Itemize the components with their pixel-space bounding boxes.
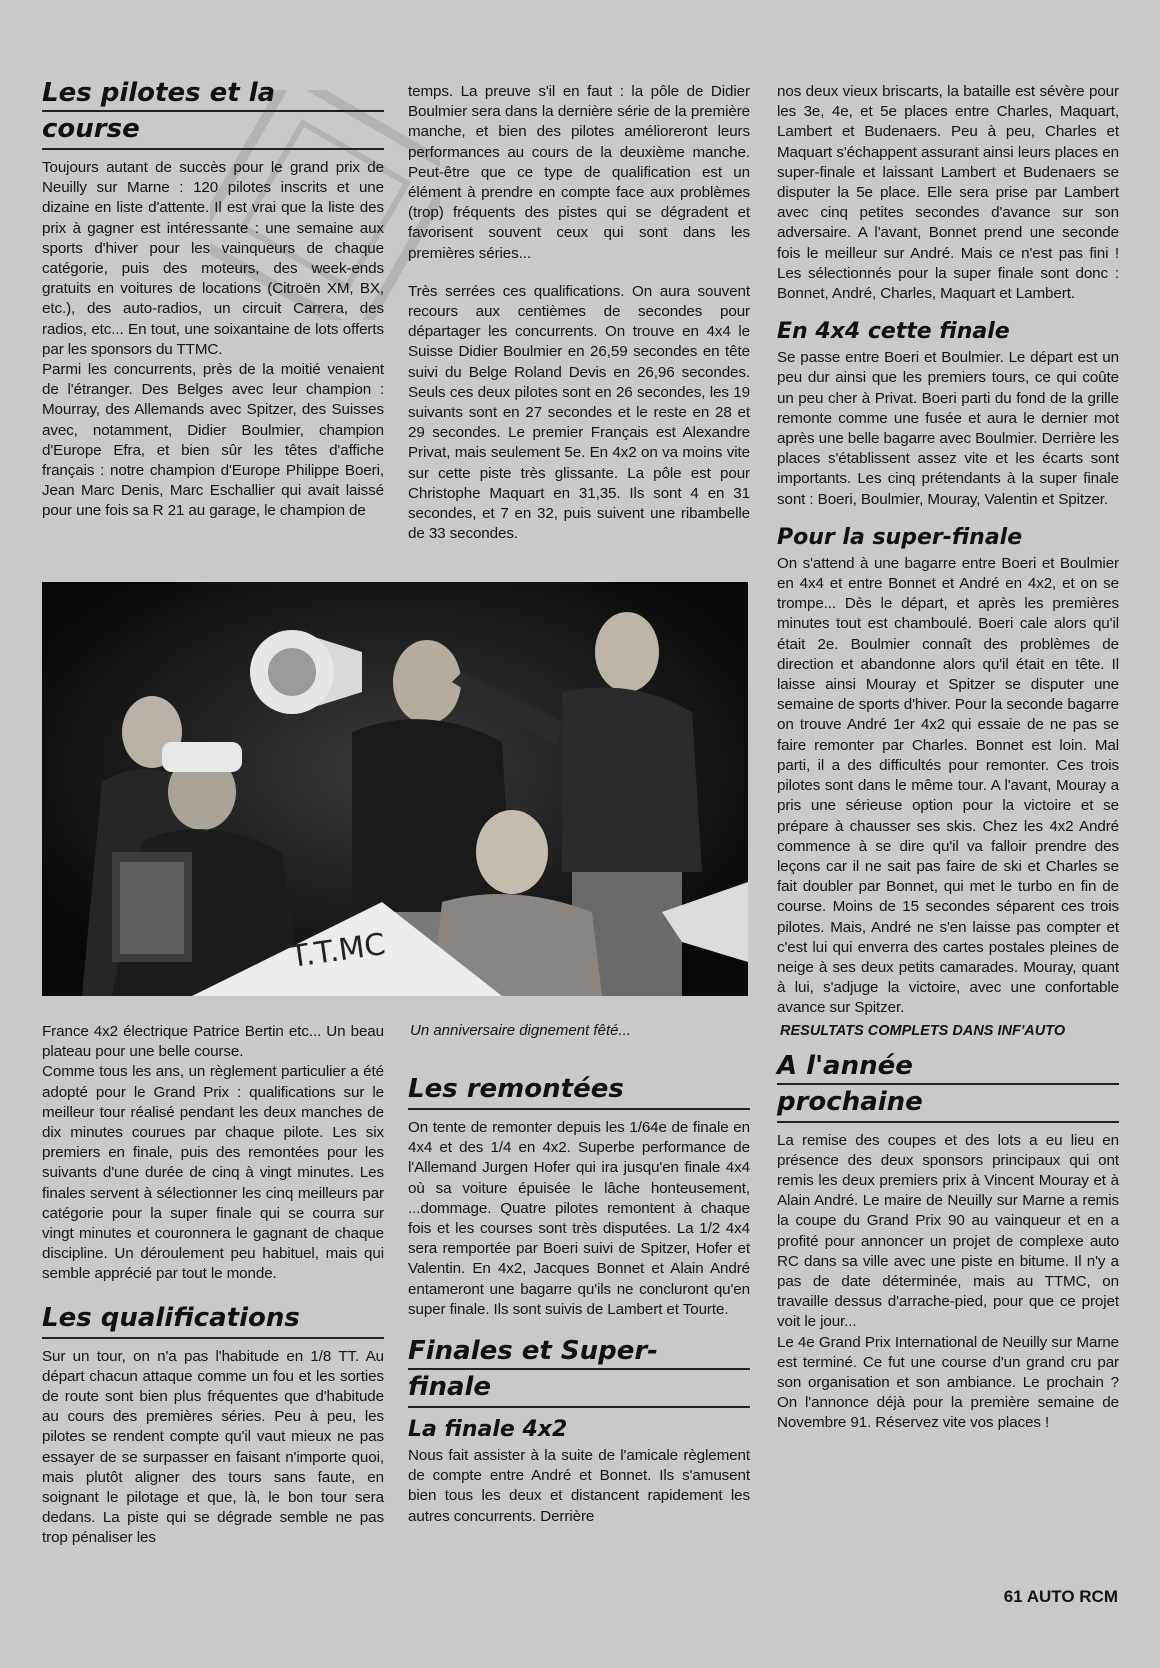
cake-banner-text: T.T.MC	[288, 926, 388, 975]
paragraph: Nous fait assister à la suite de l'amicale règlement de compte entre André et Bonnet. Ils s'amusent bien tous les deux et distancent rapidement les autres concurrents. Derrière	[408, 1447, 750, 1525]
results-note: RESULTATS COMPLETS DANS INF'AUTO	[780, 1022, 1066, 1039]
paragraph: Le 4e Grand Prix International de Neuilly sur Marne est terminé. Ce fut une course d'un grand cru par son organisation et son ambiance. Le prochain ? On l'annonce déjà pour la première semaine de Novembre 91. Réservez vite vos places !	[777, 1333, 1119, 1432]
heading-finales: Finales et Super- finale	[408, 1334, 750, 1408]
column-2-lower	[408, 1072, 750, 1527]
paragraph: On tente de remonter depuis les 1/64e de finale en 4x4 et des 1/4 en 4x2. Superbe performance de l'Allemand Jurgen Hofer qui ira jusqu'en finale 4x4 où sa voiture épuisée le lâche honteusement, ...dommage. Quatre pilotes remontent à chaque fois et les courses sont très disputées. La 1/2 4x4 sera remportée par Boeri suivi de Spitzer, Hofer et Valentin. En 4x2, Jacques Bonnet et Alain André entameront une bagarre qu'ils ne concluront qu'en super finale. Ils sont suivis de Lambert et Tourte.	[408, 1119, 750, 1318]
heading-super-finale: Pour la super-finale	[777, 524, 1023, 550]
paragraph: La remise des coupes et des lots a eu lieu en présence des deux sponsors principaux qui ont remis les deux premiers prix à Vincent Mouray et à Alain André. Le maire de Neuilly sur Marne a remis la coupe du Grand Prix 90 au vainqueur et en a profité pour annoncer un projet de complexe auto RC dans sa ville avec une piste en bitume. Il n'y a pas de date déterminée, mais au TTMC, on travaille dessus d'arrache-pied, pour que ce projet voit le jour...	[777, 1131, 1119, 1331]
paragraph: Sur un tour, on n'a pas l'habitude en 1/8 TT. Au départ chacun attaque comme un fou et les sorties de route sont bien plus fréquentes que d'habitude au cours des premières séries. Peu à peu, les pilotes se rendent compte qu'il vaut mieux ne pas essayer de se surpasser en faisant n'importe quoi, mais plutôt aligner des tours sans faute, en soignant le pilotage et que, là, le bon tour sera dedans. La piste qui se dégrade semble ne pas trop pénaliser les	[42, 1347, 384, 1547]
heading-annee-prochaine: A l'année prochaine	[777, 1049, 1119, 1123]
paragraph: nos deux vieux briscarts, la bataille est sévère pour les 3e, 4e, et 5e places entre Charles, Maquart, Lambert et Budenaers. Peu à peu, Charles et Maquart s'échappent assurant ainsi leurs places en super-finale et laissant Lambert et Budenaers se disputer la 5e place. Elle sera prise par Lambert avec cinq petites secondes d'avance sur son adversaire. A l'avant, Bonnet prend une seconde fois le meilleur sur André. Mais ce n'est pas fini ! Les sélectionnés pour la super finale sont donc : Bonnet, André, Charles, Maquart et Lambert.	[777, 83, 1119, 303]
paragraph: Parmi les concurrents, près de la moitié venaient de l'étranger. Des Belges avec leur champion : Mourray, des Allemands avec Spitzer, des Suisses avec, notamment, Didier Boulmier, champion d'Europe Efra, et bien sûr les têtes d'affiche français : notre champion d'Europe Philippe Boeri, Jean Marc Denis, Marc Eschallier qui avait laissé pour une fois sa R 21 au garage, le champion de	[42, 361, 384, 520]
heading-en-4x4: En 4x4 cette finale	[777, 319, 1010, 345]
column-1	[42, 76, 384, 522]
heading-finale-4x2: La finale 4x2	[408, 1417, 568, 1443]
paragraph: On s'attend à une bagarre entre Boeri et Boulmier en 4x4 et entre Bonnet et André en 4x2, et on se trompe... Dès le départ, et après les premières minutes tout est chamboulé. Boeri cale alors qu'il était 2e. Boulmier connaît des problèmes de direction et abandonne alors qu'il était en tête. Il laisse ainsi Mouray et Spitzer se disputer une semaine de sports d'hiver. Pour la seconde bagarre on trouve André 1er 4x2 qui essaie de ne pas se faire remonter par Charles. Bonnet est loin. Mal parti, il a des difficultés pour remonter. Ces trois pilotes sont dans le même tour. A l'avant, Mouray a pris une sérieuse option pour la victoire et se prépare à chausser ses skis. Chez les 4x2 André commence à se dire qu'il va falloir prendre des leçons car il ne sait pas faire de ski et Charles se fait doubler par Bonnet, qui met le turbo en fin de course. Moins de 15 secondes séparent ces trois pilotes. Mais, André ne s'en laisse pas compter et c'est lui qui enverra des cartes postales pleines de neige à ses deux petits camarades. Mouray, quant à lui, s'adjuge la victoire, avec une confortable avance sur Spitzer.	[777, 554, 1119, 1017]
photo-illustration	[42, 582, 748, 996]
heading-qualifications: Les qualifications	[42, 1301, 384, 1339]
event-photo	[42, 582, 748, 996]
heading-remontees: Les remontées	[408, 1072, 750, 1110]
paragraph: temps. La preuve s'il en faut : la pôle de Didier Boulmier sera dans la dernière série de la première manche, et bien des pilotes amélioreront leurs performances au cours de la deuxième manche. Peut-être que ce type de qualification est un élément à prendre en compte face aux problèmes (trop) fréquents des pistes qui se dégradent et favorisent souvent ceux qui sont dans les premières séries...	[408, 83, 750, 262]
paragraph: Très serrées ces qualifications. On aura souvent recours aux centièmes de secondes pour départager les concurrents. On trouve en 4x4 le Suisse Didier Boulmier en 26,59 secondes en tête suivi du Belge Roland Devis en 26,96 secondes. Seuls ces deux pilotes sont en 26 secondes, les 19 suivants sont en 27 secondes et le reste en 28 et 29 secondes. Le premier Français est Alexandre Privat, mais seulement 5e. En 4x2 on va moins vite sur cette piste très glissante. La pôle est pour Christophe Maquart en 31,35. Ils sont 4 en 31 secondes, et 7 en 32, puis suivent une ribambelle de 33 secondes.	[408, 282, 750, 543]
column-2	[408, 82, 750, 544]
heading-les-pilotes: Les pilotes et la course	[42, 76, 384, 150]
paragraph: Toujours autant de succès pour le grand prix de Neuilly sur Marne : 120 pilotes inscrits et une dizaine en liste d'attente. Il est vrai que la liste des prix à gagner est intéressante : une semaine aux sports d'hiver pour les vainqueurs de chaque catégorie, puis des moteurs, des week-ends gratuits en voitures de locations (Citroën XM, BX, etc.), des auto-radios, un circuit Carrera, des radios, etc... En tout, une soixantaine de lots offerts par les sponsors du TTMC.	[42, 159, 384, 358]
photo-caption: Un anniversaire dignement fêté...	[410, 1022, 631, 1039]
paragraph: Se passe entre Boeri et Boulmier. Le départ est un peu dur ainsi que les premiers tours, ce qui coûte un peu cher à Privat. Boeri parti du fond de la grille remonte comme une fusée et aura le dernier mot après une belle bagarre avec Boulmier. Derrière les places s'établissent assez vite et les écarts sont importants. Les cinq prétendants à la super finale sont : Boeri, Boulmier, Mouray, Valentin et Spitzer.	[777, 349, 1119, 508]
page-folio: 61 AUTO RCM	[1003, 1587, 1118, 1606]
paragraph: Comme tous les ans, un règlement particulier a été adopté pour le Grand Prix : qualifications sur le meilleur tour réalisé pendant les deux manches de dix minutes courues par chaque pilote. Les six premiers en finale, puis des remontées pour les suivants d'une durée de cinq à vingt minutes. Les finales servent à sélectionner les cinq meilleurs par catégorie pour la super finale qui se courra sur vingt minutes et couronnera le gagnant de chaque discipline. Un déroulement peu habituel, mais qui semble apprécié par tout le monde.	[42, 1063, 384, 1283]
column-1-lower	[42, 1022, 384, 1549]
column-3	[777, 82, 1119, 1434]
paragraph: France 4x2 électrique Patrice Bertin etc... Un beau plateau pour une belle course.	[42, 1023, 384, 1061]
